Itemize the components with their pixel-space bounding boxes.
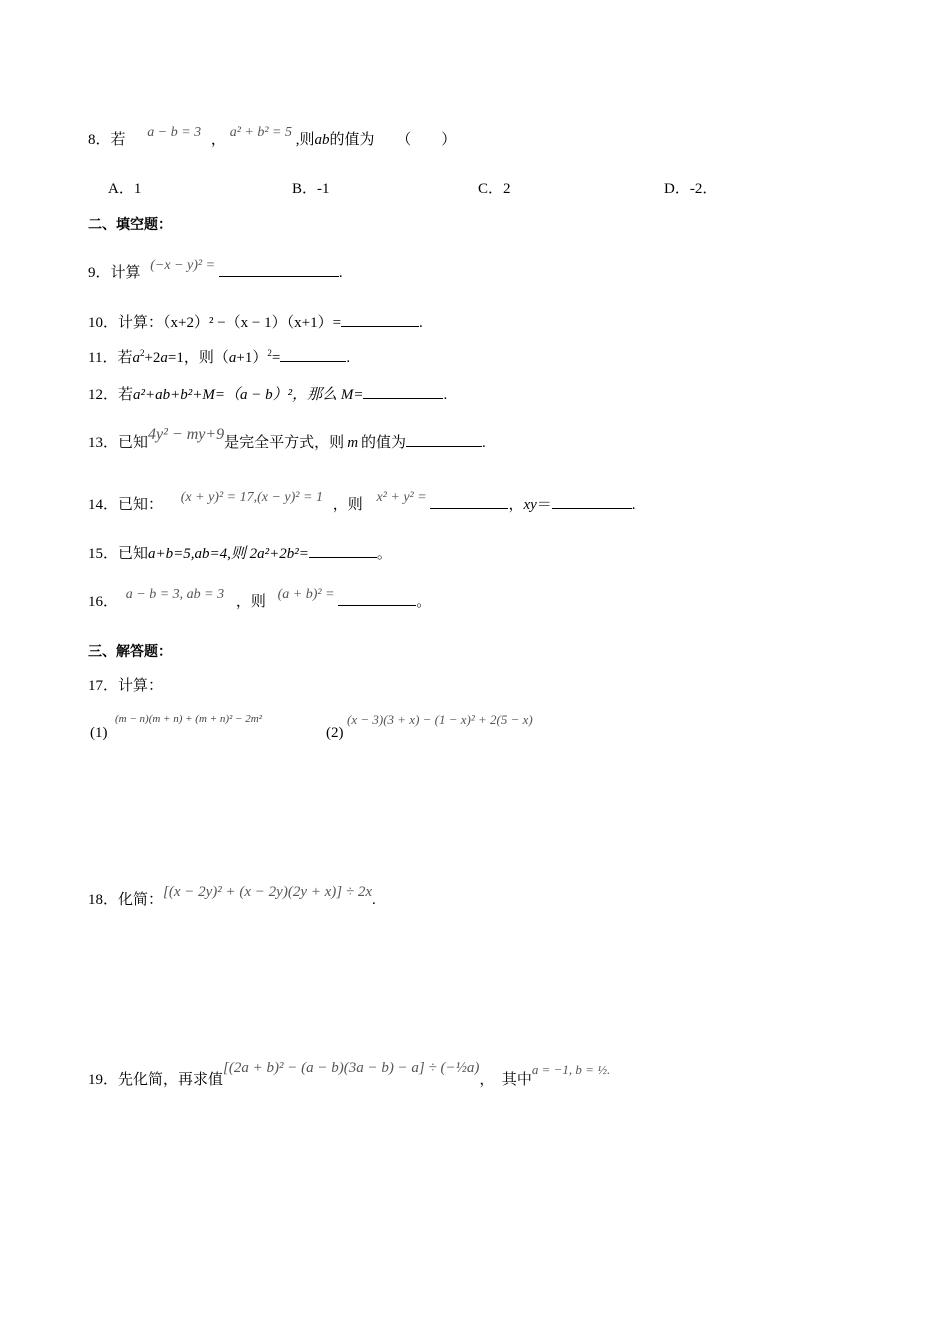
question-9	[88, 258, 343, 284]
q16-expression-2: (a + b)² =	[277, 587, 335, 602]
q16-end: 。	[416, 594, 432, 610]
q19-pre: 19．先化简，再求值	[88, 1072, 224, 1088]
q8-text: ,则	[295, 132, 315, 148]
q13-pre: 13．已知	[88, 435, 149, 451]
q12-end: .	[443, 387, 448, 403]
q14-then: ，则	[332, 497, 363, 513]
q11-var-a: a	[132, 350, 140, 366]
section-fill-in-title: 二、填空题：	[88, 217, 172, 233]
q11-var-a3: a	[228, 350, 237, 366]
q17-part-1-expression: (m − n)(m + n) + (m + n)² − 2m²	[115, 713, 262, 725]
question-8	[88, 125, 457, 151]
q8-comma: ，	[210, 132, 226, 148]
question-11	[88, 347, 350, 368]
q14-expression-2: x² + y² =	[376, 490, 427, 505]
q14-sep: ，	[508, 497, 524, 513]
q9-answer-blank	[219, 262, 339, 277]
q9-end: .	[338, 265, 343, 281]
q8-option-d: D．-2．	[664, 181, 718, 197]
q11-pre: 11．若	[88, 350, 133, 366]
question-13	[88, 426, 486, 453]
q11-exp: 2	[139, 348, 145, 358]
q11-var-a2: a	[160, 350, 168, 366]
q17-pre: 17．计算：	[88, 678, 164, 694]
q8-variable: ab	[314, 132, 330, 148]
q8-text2: 的值为	[329, 132, 375, 148]
q13-expression: 4y² − my+9	[148, 426, 225, 443]
q14-variable: xy	[523, 497, 537, 513]
q8-option-c: C．2	[478, 181, 511, 197]
q8-option-b: B．-1	[292, 181, 330, 197]
q8-condition-1: a − b = 3	[147, 125, 202, 140]
q18-end: .	[371, 892, 376, 908]
q15-answer-blank	[309, 543, 377, 558]
q13-end: .	[482, 435, 486, 451]
q14-eq: ＝	[536, 497, 552, 513]
q13-text: 是完全平方式，则	[224, 435, 345, 451]
q17-part-2-label: (2)	[326, 725, 344, 741]
q13-variable: m	[347, 435, 359, 451]
q17-part-1-label: (1)	[90, 725, 108, 741]
q12-text: a²+ab+b²+M=（a − b）²，那么 M=	[133, 387, 364, 403]
section-answer-title: 三、解答题：	[88, 644, 172, 660]
q10-text: 10．计算：（x+2）² −（x − 1）（x+1）=	[88, 315, 342, 331]
q19-expression: [(2a + b)² − (a − b)(3a − b) − a] ÷ (−½a)	[223, 1060, 480, 1076]
q12-pre: 12．若	[88, 387, 134, 403]
question-14	[88, 490, 636, 516]
q8-option-a: A．1	[108, 181, 142, 197]
q12-answer-blank	[363, 384, 443, 399]
question-16	[88, 587, 432, 613]
q10-answer-blank	[341, 312, 419, 327]
q16-answer-blank	[338, 591, 416, 606]
q18-expression: [(x − 2y)² + (x − 2y)(2y + x)] ÷ 2x	[163, 884, 372, 900]
q13-answer-blank	[406, 432, 482, 447]
q11-answer-blank	[280, 347, 346, 362]
q10-end: .	[419, 315, 423, 331]
q13-text2: 的值为	[361, 435, 407, 451]
q8-number: 8．若	[88, 132, 126, 148]
q19-condition: a = −1, b = ½.	[531, 1062, 611, 1077]
q16-expression: a − b = 3, ab = 3	[125, 587, 225, 602]
question-19	[88, 1060, 611, 1090]
q11-eq: =1，则（	[167, 350, 229, 366]
question-10	[88, 312, 423, 333]
q8-condition-2: a² + b² = 5	[229, 125, 292, 140]
q11-exp2: 2	[267, 348, 272, 358]
q15-pre: 15．已知	[88, 546, 149, 562]
q11-post: +1）	[236, 350, 268, 366]
q14-pre: 14．已知：	[88, 497, 164, 513]
q17-part-2-expression: (x − 3)(3 + x) − (1 − x)² + 2(5 − x)	[347, 712, 533, 727]
question-12	[88, 384, 447, 405]
q8-answer-paren: （ ）	[396, 132, 457, 148]
question-18	[88, 884, 376, 910]
q9-expression: (−x − y)² =	[150, 258, 216, 273]
q16-then: ，则	[235, 594, 266, 610]
q15-end: 。	[376, 546, 392, 562]
q14-expression: (x + y)² = 17,(x − y)² = 1	[180, 490, 323, 505]
q14-end: .	[631, 497, 636, 513]
q15-text: a+b=5,ab=4,则 2a²+2b²=	[148, 546, 309, 562]
question-15	[88, 543, 392, 564]
q14-answer-blank-1	[430, 494, 508, 509]
q16-pre: 16．	[88, 594, 119, 610]
q11-end: .	[346, 350, 351, 366]
q11-eqs: =	[271, 350, 281, 366]
q18-pre: 18．化简：	[88, 892, 164, 908]
question-17	[88, 676, 163, 696]
q19-mid: ， 其中	[479, 1072, 532, 1088]
q9-number: 9．计算	[88, 265, 141, 281]
q14-answer-blank-2	[552, 494, 632, 509]
q11-mid: +2	[144, 350, 161, 366]
